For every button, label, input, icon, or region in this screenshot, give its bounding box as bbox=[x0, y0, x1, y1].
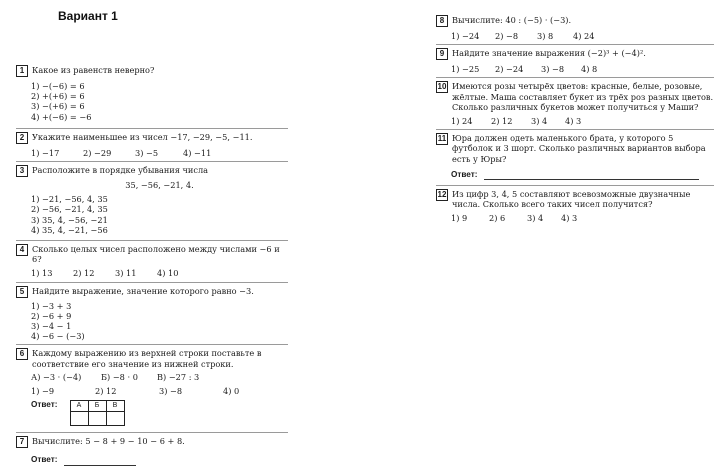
question-text: Вычислите: 40 : (−5) · (−3). bbox=[452, 15, 572, 25]
divider bbox=[16, 282, 288, 283]
question-8 bbox=[436, 15, 714, 41]
option: 4) −11 bbox=[183, 147, 212, 158]
question-text: Вычислите: 5 − 8 + 9 − 10 − 6 + 8. bbox=[32, 436, 185, 447]
question-3 bbox=[16, 165, 288, 235]
number-list: 35, −56, −21, 4. bbox=[125, 180, 194, 191]
question-text: Найдите значение выражения (−2)³ + (−4)². bbox=[452, 48, 646, 59]
option: 4) 10 bbox=[157, 268, 179, 279]
option: 3) 4 bbox=[527, 213, 544, 224]
expression: А) −3 · (−4) bbox=[31, 371, 82, 382]
option: 2) −6 + 9 bbox=[31, 310, 72, 321]
option: 4) 35, 4, −21, −56 bbox=[31, 224, 108, 235]
option: 1) −24 bbox=[451, 31, 480, 41]
answer-cell[interactable] bbox=[106, 412, 124, 426]
option: 3) −8 bbox=[541, 64, 565, 75]
question-text: Имеются розы четырёх цветов: красные, белые, розовые, жёлтые. Маша составляет букет из трёх роз разных цветов. Сколько различных букетов может получиться у Маши? bbox=[452, 81, 714, 112]
question-6 bbox=[16, 348, 288, 426]
divider bbox=[436, 44, 714, 45]
option: 2) +(+6) = 6 bbox=[31, 91, 85, 102]
question-number: 4 bbox=[16, 244, 28, 256]
option: 1) −25 bbox=[451, 64, 480, 75]
option: 1) 24 bbox=[451, 116, 473, 127]
option: 3) −4 − 1 bbox=[31, 321, 72, 332]
expression: Б) −8 · 0 bbox=[101, 371, 138, 382]
answer-table bbox=[70, 400, 125, 426]
table-header-b: Б bbox=[88, 401, 106, 412]
question-text: Найдите выражение, значение которого равно −3. bbox=[32, 285, 254, 296]
question-4 bbox=[16, 244, 288, 279]
option: 1) 13 bbox=[31, 268, 53, 279]
question-9 bbox=[436, 48, 714, 74]
option: 3) 8 bbox=[537, 31, 554, 41]
option: 1) −17 bbox=[31, 147, 60, 158]
question-number: 7 bbox=[16, 436, 28, 448]
option: 4) 24 bbox=[573, 31, 595, 41]
question-1 bbox=[16, 65, 288, 122]
question-number: 1 bbox=[16, 65, 28, 77]
question-12 bbox=[436, 189, 714, 224]
question-text: Из цифр 3, 4, 5 составляют всевозможные двузначные числа. Сколько всего таких чисел получится? bbox=[452, 189, 691, 210]
left-column bbox=[16, 65, 288, 466]
question-2 bbox=[16, 132, 288, 158]
question-text: Укажите наименьшее из чисел −17, −29, −5, −11. bbox=[32, 131, 253, 142]
option: 2) 12 bbox=[73, 268, 95, 279]
question-text: Сколько целых чисел расположено между числами −6 и 6? bbox=[32, 244, 280, 265]
option: 2) 12 bbox=[491, 116, 513, 127]
question-number: 11 bbox=[437, 134, 447, 144]
option: 1) −21, −56, 4, 35 bbox=[31, 194, 108, 205]
option: 3) −(+6) = 6 bbox=[31, 101, 85, 112]
answer-field[interactable] bbox=[484, 171, 699, 180]
option: 2) −24 bbox=[495, 64, 524, 75]
divider bbox=[436, 129, 714, 130]
question-11 bbox=[436, 133, 714, 180]
option: 3) 4 bbox=[531, 116, 548, 127]
question-number: 3 bbox=[16, 165, 28, 177]
expression: В) −27 : 3 bbox=[157, 371, 200, 382]
question-number: 6 bbox=[16, 348, 28, 360]
divider bbox=[16, 240, 288, 241]
variant-title: Вариант 1 bbox=[58, 9, 118, 23]
question-number: 12 bbox=[437, 190, 447, 200]
divider bbox=[16, 344, 288, 345]
option: 2) 6 bbox=[489, 213, 506, 224]
question-text: Юра должен одеть маленького брата, у которого 5 футболок и 3 шорт. Сколько различных вариантов выбора есть у Юры? bbox=[452, 133, 706, 164]
option: 1) −(−6) = 6 bbox=[31, 81, 85, 91]
answer-cell[interactable] bbox=[88, 412, 106, 426]
table-header-a: А bbox=[70, 401, 88, 412]
question-number: 8 bbox=[436, 15, 448, 27]
divider bbox=[436, 185, 714, 186]
divider bbox=[16, 161, 288, 162]
question-text: Расположите в порядке убывания числа bbox=[32, 165, 209, 176]
option: 1) 9 bbox=[451, 213, 468, 224]
option: 4) 3 bbox=[561, 213, 578, 224]
option: 2) 12 bbox=[95, 386, 117, 397]
question-number: 2 bbox=[16, 132, 28, 144]
option: 4) 0 bbox=[223, 386, 240, 397]
question-7 bbox=[16, 436, 288, 465]
question-text: Какое из равенств неверно? bbox=[32, 65, 155, 75]
question-text: Каждому выражению из верхней строки поставьте в соответствие его значение из нижней строки. bbox=[32, 348, 262, 369]
question-number: 9 bbox=[436, 48, 448, 60]
option: 1) −3 + 3 bbox=[31, 300, 72, 311]
option: 3) −5 bbox=[135, 147, 159, 158]
answer-label: Ответ: bbox=[31, 455, 58, 465]
answer-label: Ответ: bbox=[451, 169, 478, 179]
option: 2) −8 bbox=[495, 31, 519, 41]
option: 4) 8 bbox=[581, 64, 598, 75]
question-number: 10 bbox=[437, 82, 447, 92]
option: 4) +(−6) = −6 bbox=[31, 111, 92, 122]
table-header-v: В bbox=[106, 401, 124, 412]
answer-label: Ответ: bbox=[31, 400, 58, 410]
question-number: 5 bbox=[16, 286, 28, 298]
option: 4) 3 bbox=[565, 116, 582, 127]
question-10 bbox=[436, 81, 714, 126]
option: 2) −56, −21, 4, 35 bbox=[31, 204, 108, 215]
divider bbox=[16, 432, 288, 433]
option: 1) −9 bbox=[31, 386, 55, 397]
answer-field[interactable] bbox=[64, 457, 136, 466]
right-column bbox=[436, 15, 714, 224]
option: 2) −29 bbox=[83, 147, 112, 158]
option: 4) −6 − (−3) bbox=[31, 331, 85, 342]
option: 3) 11 bbox=[115, 268, 137, 279]
option: 3) 35, 4, −56, −21 bbox=[31, 214, 108, 225]
divider bbox=[16, 128, 288, 129]
answer-cell[interactable] bbox=[70, 412, 88, 426]
question-5 bbox=[16, 286, 288, 342]
divider bbox=[436, 77, 714, 78]
option: 3) −8 bbox=[159, 386, 183, 397]
